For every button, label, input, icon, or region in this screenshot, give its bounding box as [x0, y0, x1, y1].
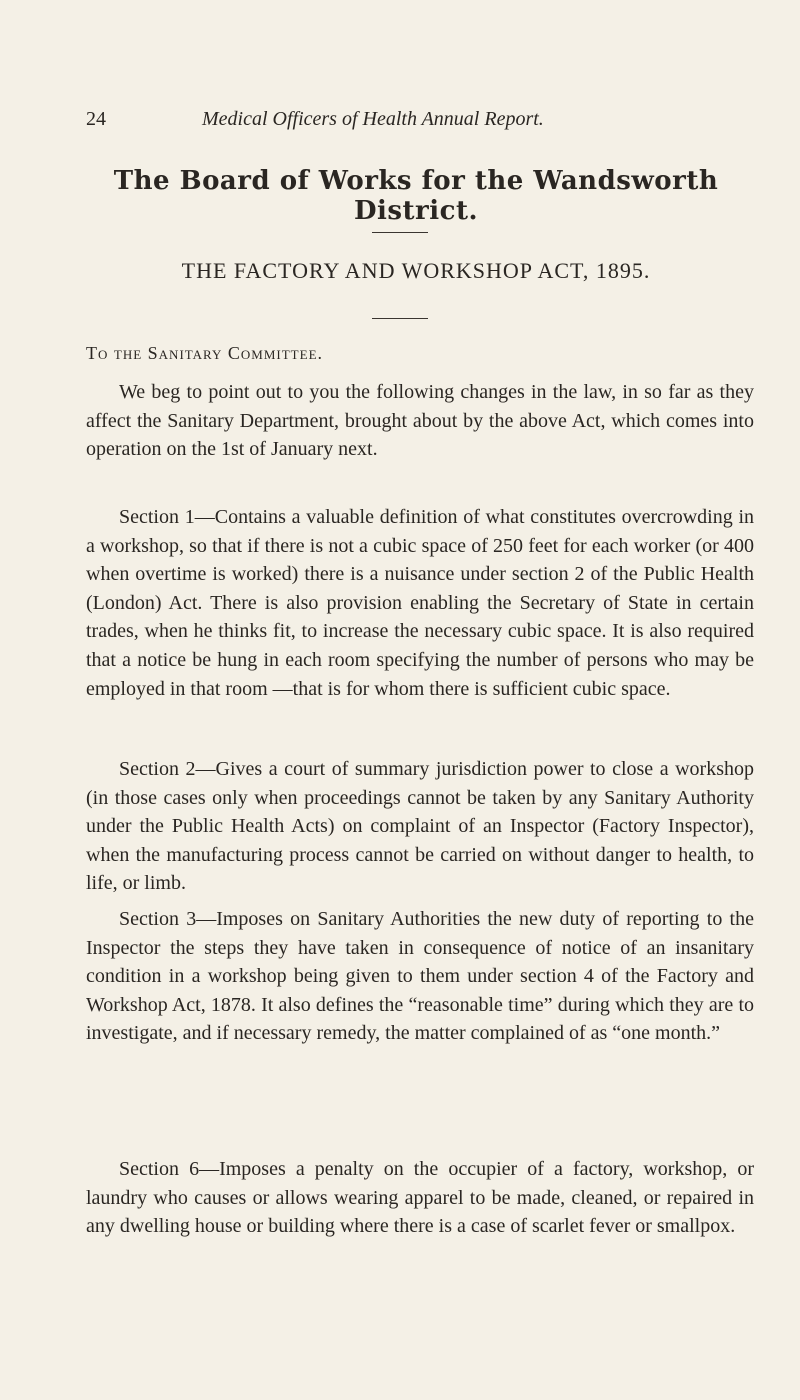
addressee-line: To the Sanitary Committee. — [86, 343, 324, 363]
paragraph-section-3: Section 3—Imposes on Sanitary Authorities the new duty of reporting to the Inspector the steps they have taken in consequence of notice of an insanitary condition in a workshop being given to them under section 4 of the Factory and Workshop Act, 1878. It also defines the “reasonable time” during which they are to investigate, and if necessary remedy, the matter complained of as “one month.” — [86, 908, 754, 1045]
divider-rule — [372, 318, 428, 319]
paragraph-section-2: Section 2—Gives a court of summary jurisdiction power to close a workshop (in those cases only when proceedings cannot be taken by any Sanitary Authority under the Public Health Acts) on complaint of an Inspector (Factory Inspector), when the manufacturing process cannot be carried on without danger to health, to life, or limb. — [86, 758, 754, 895]
paragraph-section-6: Section 6—Imposes a penalty on the occupier of a factory, workshop, or laundry who causes or allows wearing apparel to be made, cleaned, or repaired in any dwelling house or building where there is a case of scarlet fever or smallpox. — [86, 1158, 754, 1238]
divider-rule — [372, 232, 428, 233]
paragraph-intro: We beg to point out to you the following changes in the law, in so far as they affect the Sanitary Department, brought about by the above Act, which comes into operation on the 1st of January next. — [86, 381, 754, 461]
page-number: 24 — [86, 108, 106, 130]
paragraph-section-1: Section 1—Contains a valuable definition of what constitutes overcrowding in a workshop, so that if there is not a cubic space of 250 feet for each worker (or 400 when overtime is worked) there is a nuisance under section 2 of the Public Health (London) Act. There is also provision enabling the Secretary of State in certain trades, when he thinks fit, to increase the necessary cubic space. It is also required that a notice be hung in each room specifying the number of persons who may be employed in that room —that is for whom there is sufficient cubic space. — [86, 506, 754, 700]
report-title: Medical Officers of Health Annual Report. — [202, 108, 544, 130]
running-header — [86, 108, 746, 136]
act-title: THE FACTORY AND WORKSHOP ACT, 1895. — [181, 258, 651, 283]
district-title: The Board of Works for the Wandsworth District. — [113, 166, 719, 226]
